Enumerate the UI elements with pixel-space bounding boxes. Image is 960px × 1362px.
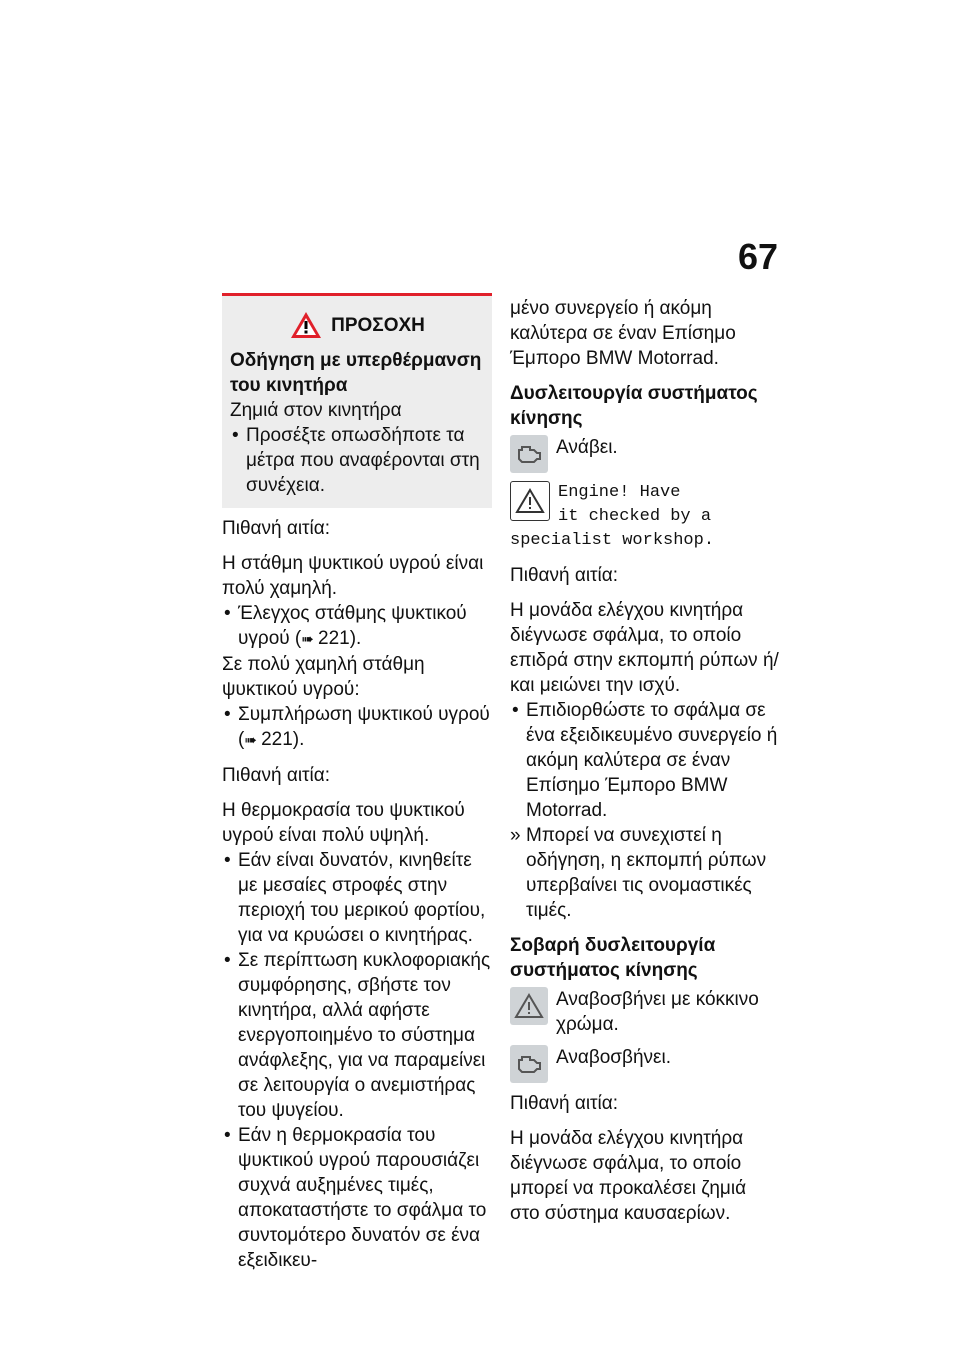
page-reference: 221 xyxy=(261,729,293,750)
warning-label: ΠΡΟΣΟΧΗ xyxy=(331,314,425,336)
warning-text: Ζημιά στον κινητήρα xyxy=(230,400,402,421)
cause-label: Πιθανή αιτία: xyxy=(510,565,619,586)
indicator-row xyxy=(510,987,780,1037)
engine-icon xyxy=(510,435,548,473)
result-item: » Μπορεί να συνεχιστεί η οδήγηση, η εκπομπή ρύπων υπερβαίνει τις ονομαστικές τιμές. xyxy=(510,823,780,923)
cause-label: Πιθανή αιτία: xyxy=(510,1093,619,1114)
condition-text: Σε πολύ χαμηλή στάθμη ψυκτικού υγρού: xyxy=(222,654,425,700)
cause-text: Η μονάδα ελέγχου κινητήρα διέγνωσε σφάλμα, το οποίο μπορεί να προκαλέσει ζημιά στο σύστημα καυσαερίων. xyxy=(510,1128,747,1224)
list-item: • Εάν η θερμοκρασία του ψυκτικού υγρού παρουσιάζει συχνά αυξημένες τιμές, αποκαταστήστε το σφάλμα το συντομότερο δυνατόν σε ένα εξειδικευ- xyxy=(222,1123,492,1273)
warning-title: Οδήγηση με υπερθέρμανση του κινητήρα xyxy=(230,350,482,396)
list-item: • Συμπλήρωση ψυκτικού υγρού (➠ 221). xyxy=(222,702,492,753)
right-column xyxy=(510,296,780,1226)
cause-label: Πιθανή αιτία: xyxy=(222,765,331,786)
indicator-text: Αναβοσβήνει με κόκκινο χρώμα. xyxy=(556,989,759,1035)
display-row xyxy=(510,481,780,529)
display-message: Engine! Have it checked by a xyxy=(558,483,712,526)
general-warning-icon xyxy=(510,481,550,521)
warning-box xyxy=(222,293,492,508)
indicator-text: Αναβοσβήνει. xyxy=(556,1047,672,1068)
ref-arrow-icon: ➠ xyxy=(301,631,319,648)
cause-text: Η μονάδα ελέγχου κινητήρα διέγνωσε σφάλμα, το οποίο επιδρά στην εκπομπή ρύπων ή/και μειώνει την ισχύ. xyxy=(510,600,779,696)
display-message-line: specialist workshop. xyxy=(510,531,715,550)
left-column xyxy=(222,293,492,1273)
page-reference: 221 xyxy=(318,628,350,649)
list-item: • Σε περίπτωση κυκλοφοριακής συμφόρησης, σβήστε τον κινητήρα, αλλά αφήστε ενεργοποιημένο το σύστημα ανάφλεξης, για να παραμείνει σε λειτουργία ο ανεμιστήρας του ψυγείου. xyxy=(222,948,492,1123)
ref-arrow-icon: ➠ xyxy=(244,732,262,749)
continued-text: μένο συνεργείο ή ακόμη καλύτερα σε έναν Επίσημο Έμπορο BMW Motorrad. xyxy=(510,298,736,369)
warning-bullet: • Προσέξτε οπωσδήποτε τα μέτρα που αναφέρονται στη συνέχεια. xyxy=(230,423,484,498)
warning-triangle-icon xyxy=(289,310,323,340)
section-title: Δυσλειτουργία συστήματος κίνησης xyxy=(510,383,758,429)
cause-text: Η θερμοκρασία του ψυκτικού υγρού είναι πολύ υψηλή. xyxy=(222,800,465,846)
page-number: 67 xyxy=(738,236,779,277)
list-item: • Επιδιορθώστε το σφάλμα σε ένα εξειδικευμένο συνεργείο ή ακόμη καλύτερα σε έναν Επίσημο Έμπορο BMW Motorrad. xyxy=(510,698,780,823)
engine-icon xyxy=(510,1045,548,1083)
cause-text: Η στάθμη ψυκτικού υγρού είναι πολύ χαμηλή. xyxy=(222,553,484,599)
indicator-row xyxy=(510,1045,780,1083)
general-warning-icon xyxy=(510,987,548,1025)
cause-label: Πιθανή αιτία: xyxy=(222,518,331,539)
indicator-text: Ανάβει. xyxy=(556,437,618,458)
list-item: • Έλεγχος στάθμης ψυκτικού υγρού (➠ 221). xyxy=(222,601,492,652)
warning-header xyxy=(230,310,484,340)
list-item: • Εάν είναι δυνατόν, κινηθείτε με μεσαίες στροφές στην περιοχή του μερικού φορτίου, για να κρυώσει ο κινητήρας. xyxy=(222,848,492,948)
indicator-row xyxy=(510,435,780,473)
section-title: Σοβαρή δυσλειτουργία συστήματος κίνησης xyxy=(510,935,716,981)
